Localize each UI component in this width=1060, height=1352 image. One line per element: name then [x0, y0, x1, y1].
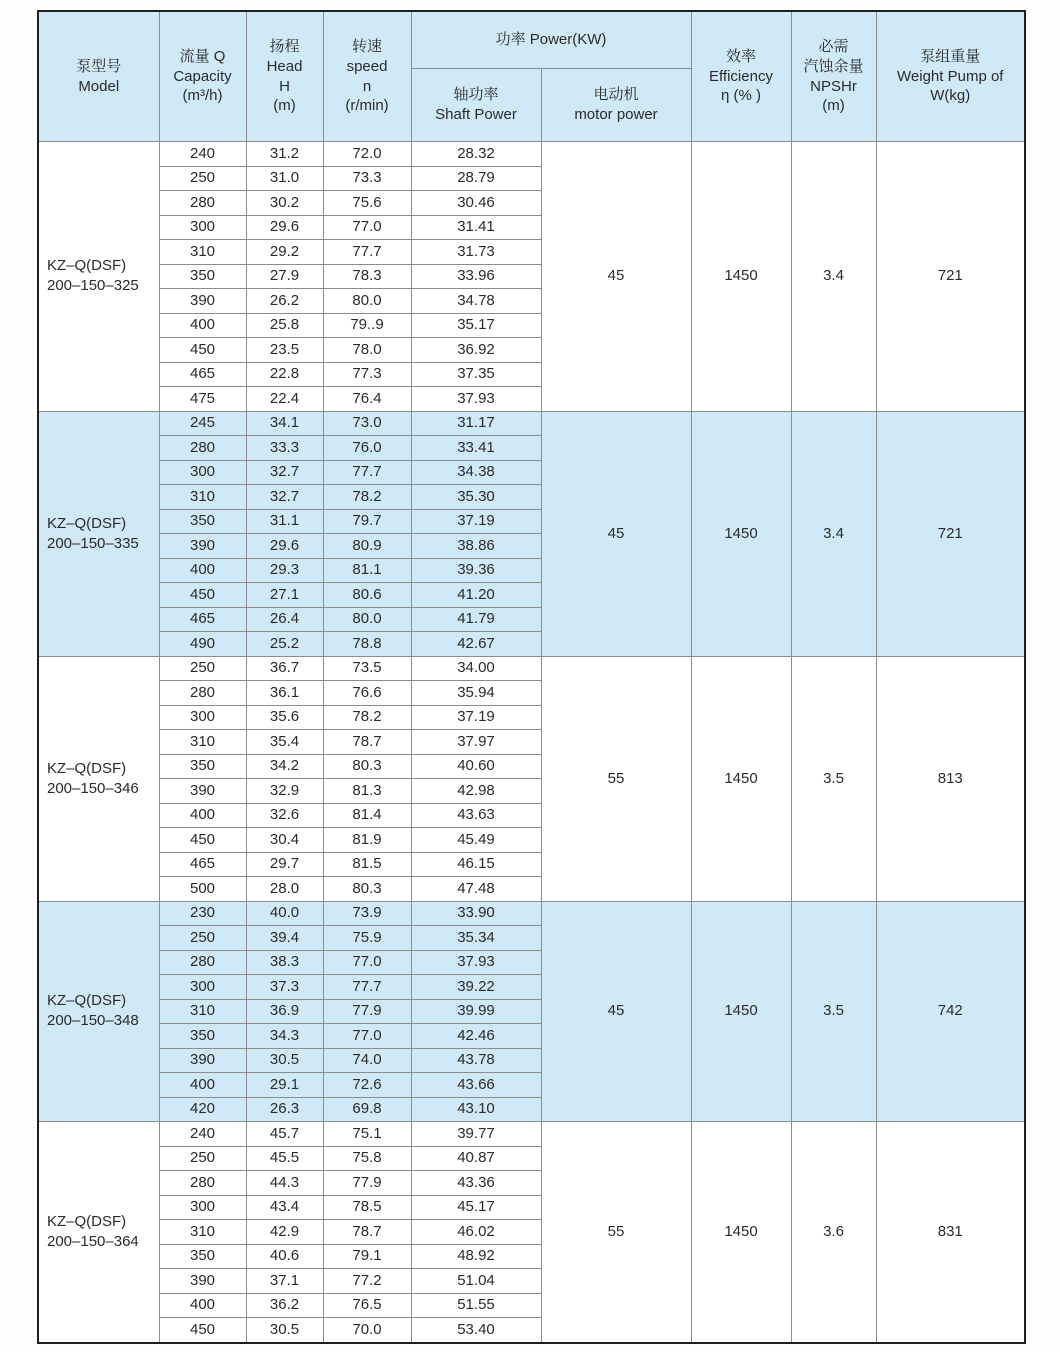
- shaft-power-cell: 42.98: [411, 779, 541, 804]
- head-cell: 36.2: [246, 1293, 323, 1318]
- speed-cell: 76.6: [323, 681, 411, 706]
- model-cell: KZ–Q(DSF) 200–150–335: [38, 411, 159, 656]
- capacity-cell: 310: [159, 730, 246, 755]
- head-cell: 40.0: [246, 901, 323, 926]
- speed-cell: 72.6: [323, 1073, 411, 1098]
- weight-cell: 721: [876, 142, 1025, 412]
- efficiency-cell: 1450: [691, 901, 791, 1122]
- head-cell: 36.7: [246, 656, 323, 681]
- shaft-power-cell: 41.79: [411, 607, 541, 632]
- speed-cell: 73.0: [323, 411, 411, 436]
- weight-cell: 721: [876, 411, 1025, 656]
- capacity-cell: 465: [159, 607, 246, 632]
- speed-cell: 80.3: [323, 877, 411, 902]
- head-cell: 35.4: [246, 730, 323, 755]
- capacity-cell: 300: [159, 705, 246, 730]
- capacity-cell: 400: [159, 558, 246, 583]
- shaft-power-cell: 37.93: [411, 950, 541, 975]
- shaft-power-cell: 42.46: [411, 1024, 541, 1049]
- efficiency-cell: 1450: [691, 656, 791, 901]
- capacity-cell: 230: [159, 901, 246, 926]
- speed-cell: 78.8: [323, 632, 411, 657]
- head-cell: 29.1: [246, 1073, 323, 1098]
- shaft-power-cell: 34.78: [411, 289, 541, 314]
- capacity-cell: 240: [159, 142, 246, 167]
- shaft-power-cell: 37.35: [411, 362, 541, 387]
- head-cell: 35.6: [246, 705, 323, 730]
- speed-cell: 77.2: [323, 1269, 411, 1294]
- speed-cell: 76.4: [323, 387, 411, 412]
- head-cell: 42.9: [246, 1220, 323, 1245]
- head-cell: 45.7: [246, 1122, 323, 1147]
- head-cell: 32.7: [246, 460, 323, 485]
- speed-cell: 73.3: [323, 166, 411, 191]
- table-row: [38, 656, 1025, 681]
- npshr-cell: 3.6: [791, 1122, 876, 1343]
- speed-cell: 81.4: [323, 803, 411, 828]
- head-cell: 29.7: [246, 852, 323, 877]
- npshr-cell: 3.4: [791, 411, 876, 656]
- capacity-cell: 400: [159, 803, 246, 828]
- shaft-power-cell: 37.19: [411, 509, 541, 534]
- speed-cell: 78.2: [323, 485, 411, 510]
- head-cell: 33.3: [246, 436, 323, 461]
- npshr-cell: 3.5: [791, 656, 876, 901]
- npshr-cell: 3.5: [791, 901, 876, 1122]
- head-cell: 34.1: [246, 411, 323, 436]
- shaft-power-cell: 35.17: [411, 313, 541, 338]
- head-cell: 39.4: [246, 926, 323, 951]
- head-cell: 34.2: [246, 754, 323, 779]
- speed-cell: 75.9: [323, 926, 411, 951]
- shaft-power-cell: 45.49: [411, 828, 541, 853]
- speed-cell: 79.7: [323, 509, 411, 534]
- header-weight: 泵组重量 Weight Pump of W(kg): [876, 11, 1025, 142]
- head-cell: 27.9: [246, 264, 323, 289]
- table-row: [38, 901, 1025, 926]
- shaft-power-cell: 37.19: [411, 705, 541, 730]
- capacity-cell: 310: [159, 485, 246, 510]
- shaft-power-cell: 51.04: [411, 1269, 541, 1294]
- header-power-group: 功率 Power(KW): [411, 11, 691, 69]
- shaft-power-cell: 31.73: [411, 240, 541, 265]
- shaft-power-cell: 43.66: [411, 1073, 541, 1098]
- model-cell: KZ–Q(DSF) 200–150–364: [38, 1122, 159, 1343]
- capacity-cell: 450: [159, 828, 246, 853]
- motor-power-cell: 45: [541, 411, 691, 656]
- shaft-power-cell: 35.94: [411, 681, 541, 706]
- shaft-power-cell: 48.92: [411, 1244, 541, 1269]
- head-cell: 32.9: [246, 779, 323, 804]
- head-cell: 37.1: [246, 1269, 323, 1294]
- capacity-cell: 475: [159, 387, 246, 412]
- shaft-power-cell: 33.96: [411, 264, 541, 289]
- capacity-cell: 300: [159, 1195, 246, 1220]
- head-cell: 22.4: [246, 387, 323, 412]
- capacity-cell: 250: [159, 166, 246, 191]
- head-cell: 40.6: [246, 1244, 323, 1269]
- speed-cell: 79.1: [323, 1244, 411, 1269]
- capacity-cell: 500: [159, 877, 246, 902]
- header-speed: 转速 speed n (r/min): [323, 11, 411, 142]
- head-cell: 30.4: [246, 828, 323, 853]
- head-cell: 29.6: [246, 534, 323, 559]
- capacity-cell: 310: [159, 1220, 246, 1245]
- header-npshr: 必需 汽蚀余量 NPSHr (m): [791, 11, 876, 142]
- motor-power-cell: 45: [541, 901, 691, 1122]
- capacity-cell: 280: [159, 681, 246, 706]
- head-cell: 30.5: [246, 1048, 323, 1073]
- header-head: 扬程 Head H (m): [246, 11, 323, 142]
- capacity-cell: 350: [159, 264, 246, 289]
- capacity-cell: 250: [159, 656, 246, 681]
- shaft-power-cell: 43.78: [411, 1048, 541, 1073]
- shaft-power-cell: 47.48: [411, 877, 541, 902]
- motor-power-cell: 55: [541, 656, 691, 901]
- head-cell: 44.3: [246, 1171, 323, 1196]
- speed-cell: 81.1: [323, 558, 411, 583]
- shaft-power-cell: 42.67: [411, 632, 541, 657]
- efficiency-cell: 1450: [691, 411, 791, 656]
- capacity-cell: 310: [159, 999, 246, 1024]
- shaft-power-cell: 39.22: [411, 975, 541, 1000]
- speed-cell: 78.0: [323, 338, 411, 363]
- shaft-power-cell: 46.02: [411, 1220, 541, 1245]
- capacity-cell: 400: [159, 1073, 246, 1098]
- pump-spec-table: [37, 10, 1026, 1344]
- capacity-cell: 350: [159, 754, 246, 779]
- head-cell: 30.5: [246, 1318, 323, 1343]
- capacity-cell: 250: [159, 1146, 246, 1171]
- speed-cell: 77.7: [323, 975, 411, 1000]
- capacity-cell: 490: [159, 632, 246, 657]
- speed-cell: 77.7: [323, 240, 411, 265]
- shaft-power-cell: 39.77: [411, 1122, 541, 1147]
- shaft-power-cell: 33.90: [411, 901, 541, 926]
- speed-cell: 80.0: [323, 289, 411, 314]
- shaft-power-cell: 39.99: [411, 999, 541, 1024]
- speed-cell: 75.8: [323, 1146, 411, 1171]
- speed-cell: 79..9: [323, 313, 411, 338]
- head-cell: 32.6: [246, 803, 323, 828]
- head-cell: 27.1: [246, 583, 323, 608]
- head-cell: 36.9: [246, 999, 323, 1024]
- npshr-cell: 3.4: [791, 142, 876, 412]
- head-cell: 43.4: [246, 1195, 323, 1220]
- capacity-cell: 240: [159, 1122, 246, 1147]
- speed-cell: 78.7: [323, 730, 411, 755]
- shaft-power-cell: 35.34: [411, 926, 541, 951]
- weight-cell: 813: [876, 656, 1025, 901]
- head-cell: 26.3: [246, 1097, 323, 1122]
- speed-cell: 81.5: [323, 852, 411, 877]
- head-cell: 28.0: [246, 877, 323, 902]
- speed-cell: 77.9: [323, 999, 411, 1024]
- head-cell: 31.1: [246, 509, 323, 534]
- speed-cell: 78.7: [323, 1220, 411, 1245]
- efficiency-cell: 1450: [691, 142, 791, 412]
- capacity-cell: 390: [159, 1048, 246, 1073]
- shaft-power-cell: 45.17: [411, 1195, 541, 1220]
- capacity-cell: 450: [159, 338, 246, 363]
- shaft-power-cell: 41.20: [411, 583, 541, 608]
- efficiency-cell: 1450: [691, 1122, 791, 1343]
- model-cell: KZ–Q(DSF) 200–150–346: [38, 656, 159, 901]
- shaft-power-cell: 31.41: [411, 215, 541, 240]
- head-cell: 30.2: [246, 191, 323, 216]
- speed-cell: 80.0: [323, 607, 411, 632]
- speed-cell: 70.0: [323, 1318, 411, 1343]
- head-cell: 26.4: [246, 607, 323, 632]
- speed-cell: 77.3: [323, 362, 411, 387]
- header-capacity: 流量 Q Capacity (m³/h): [159, 11, 246, 142]
- shaft-power-cell: 43.10: [411, 1097, 541, 1122]
- head-cell: 23.5: [246, 338, 323, 363]
- speed-cell: 77.7: [323, 460, 411, 485]
- capacity-cell: 420: [159, 1097, 246, 1122]
- capacity-cell: 245: [159, 411, 246, 436]
- shaft-power-cell: 40.60: [411, 754, 541, 779]
- speed-cell: 77.0: [323, 215, 411, 240]
- shaft-power-cell: 40.87: [411, 1146, 541, 1171]
- motor-power-cell: 45: [541, 142, 691, 412]
- speed-cell: 81.3: [323, 779, 411, 804]
- table-row: [38, 411, 1025, 436]
- capacity-cell: 390: [159, 289, 246, 314]
- shaft-power-cell: 28.79: [411, 166, 541, 191]
- shaft-power-cell: 37.97: [411, 730, 541, 755]
- speed-cell: 77.0: [323, 950, 411, 975]
- header-efficiency: 效率 Efficiency η (% ): [691, 11, 791, 142]
- shaft-power-cell: 34.00: [411, 656, 541, 681]
- shaft-power-cell: 38.86: [411, 534, 541, 559]
- table-row: [38, 142, 1025, 167]
- shaft-power-cell: 53.40: [411, 1318, 541, 1343]
- head-cell: 34.3: [246, 1024, 323, 1049]
- capacity-cell: 300: [159, 460, 246, 485]
- head-cell: 37.3: [246, 975, 323, 1000]
- speed-cell: 76.0: [323, 436, 411, 461]
- head-cell: 29.3: [246, 558, 323, 583]
- speed-cell: 80.6: [323, 583, 411, 608]
- table-header: [38, 11, 1025, 142]
- head-cell: 38.3: [246, 950, 323, 975]
- table-row: [38, 1122, 1025, 1147]
- head-cell: 25.8: [246, 313, 323, 338]
- model-cell: KZ–Q(DSF) 200–150–348: [38, 901, 159, 1122]
- shaft-power-cell: 46.15: [411, 852, 541, 877]
- capacity-cell: 350: [159, 1244, 246, 1269]
- capacity-cell: 400: [159, 1293, 246, 1318]
- head-cell: 36.1: [246, 681, 323, 706]
- shaft-power-cell: 34.38: [411, 460, 541, 485]
- capacity-cell: 390: [159, 534, 246, 559]
- capacity-cell: 280: [159, 1171, 246, 1196]
- speed-cell: 78.3: [323, 264, 411, 289]
- shaft-power-cell: 39.36: [411, 558, 541, 583]
- header-motor-power: 电动机 motor power: [541, 69, 691, 142]
- capacity-cell: 300: [159, 975, 246, 1000]
- capacity-cell: 350: [159, 509, 246, 534]
- weight-cell: 742: [876, 901, 1025, 1122]
- shaft-power-cell: 30.46: [411, 191, 541, 216]
- capacity-cell: 300: [159, 215, 246, 240]
- speed-cell: 74.0: [323, 1048, 411, 1073]
- motor-power-cell: 55: [541, 1122, 691, 1343]
- shaft-power-cell: 36.92: [411, 338, 541, 363]
- shaft-power-cell: 28.32: [411, 142, 541, 167]
- speed-cell: 81.9: [323, 828, 411, 853]
- speed-cell: 75.1: [323, 1122, 411, 1147]
- shaft-power-cell: 43.63: [411, 803, 541, 828]
- speed-cell: 80.9: [323, 534, 411, 559]
- capacity-cell: 280: [159, 191, 246, 216]
- head-cell: 31.2: [246, 142, 323, 167]
- speed-cell: 69.8: [323, 1097, 411, 1122]
- speed-cell: 76.5: [323, 1293, 411, 1318]
- shaft-power-cell: 31.17: [411, 411, 541, 436]
- shaft-power-cell: 33.41: [411, 436, 541, 461]
- capacity-cell: 450: [159, 1318, 246, 1343]
- head-cell: 26.2: [246, 289, 323, 314]
- speed-cell: 80.3: [323, 754, 411, 779]
- capacity-cell: 450: [159, 583, 246, 608]
- shaft-power-cell: 43.36: [411, 1171, 541, 1196]
- capacity-cell: 400: [159, 313, 246, 338]
- head-cell: 22.8: [246, 362, 323, 387]
- speed-cell: 78.5: [323, 1195, 411, 1220]
- capacity-cell: 390: [159, 1269, 246, 1294]
- capacity-cell: 350: [159, 1024, 246, 1049]
- capacity-cell: 310: [159, 240, 246, 265]
- shaft-power-cell: 51.55: [411, 1293, 541, 1318]
- capacity-cell: 280: [159, 950, 246, 975]
- speed-cell: 72.0: [323, 142, 411, 167]
- speed-cell: 77.0: [323, 1024, 411, 1049]
- head-cell: 29.2: [246, 240, 323, 265]
- capacity-cell: 280: [159, 436, 246, 461]
- capacity-cell: 250: [159, 926, 246, 951]
- speed-cell: 75.6: [323, 191, 411, 216]
- speed-cell: 77.9: [323, 1171, 411, 1196]
- head-cell: 32.7: [246, 485, 323, 510]
- model-cell: KZ–Q(DSF) 200–150–325: [38, 142, 159, 412]
- speed-cell: 73.9: [323, 901, 411, 926]
- shaft-power-cell: 35.30: [411, 485, 541, 510]
- table-body: [38, 142, 1025, 1343]
- head-cell: 31.0: [246, 166, 323, 191]
- header-row-1: [38, 11, 1025, 69]
- head-cell: 45.5: [246, 1146, 323, 1171]
- header-shaft-power: 轴功率 Shaft Power: [411, 69, 541, 142]
- speed-cell: 78.2: [323, 705, 411, 730]
- capacity-cell: 465: [159, 362, 246, 387]
- header-model: 泵型号 Model: [38, 11, 159, 142]
- head-cell: 25.2: [246, 632, 323, 657]
- shaft-power-cell: 37.93: [411, 387, 541, 412]
- speed-cell: 73.5: [323, 656, 411, 681]
- capacity-cell: 465: [159, 852, 246, 877]
- head-cell: 29.6: [246, 215, 323, 240]
- weight-cell: 831: [876, 1122, 1025, 1343]
- capacity-cell: 390: [159, 779, 246, 804]
